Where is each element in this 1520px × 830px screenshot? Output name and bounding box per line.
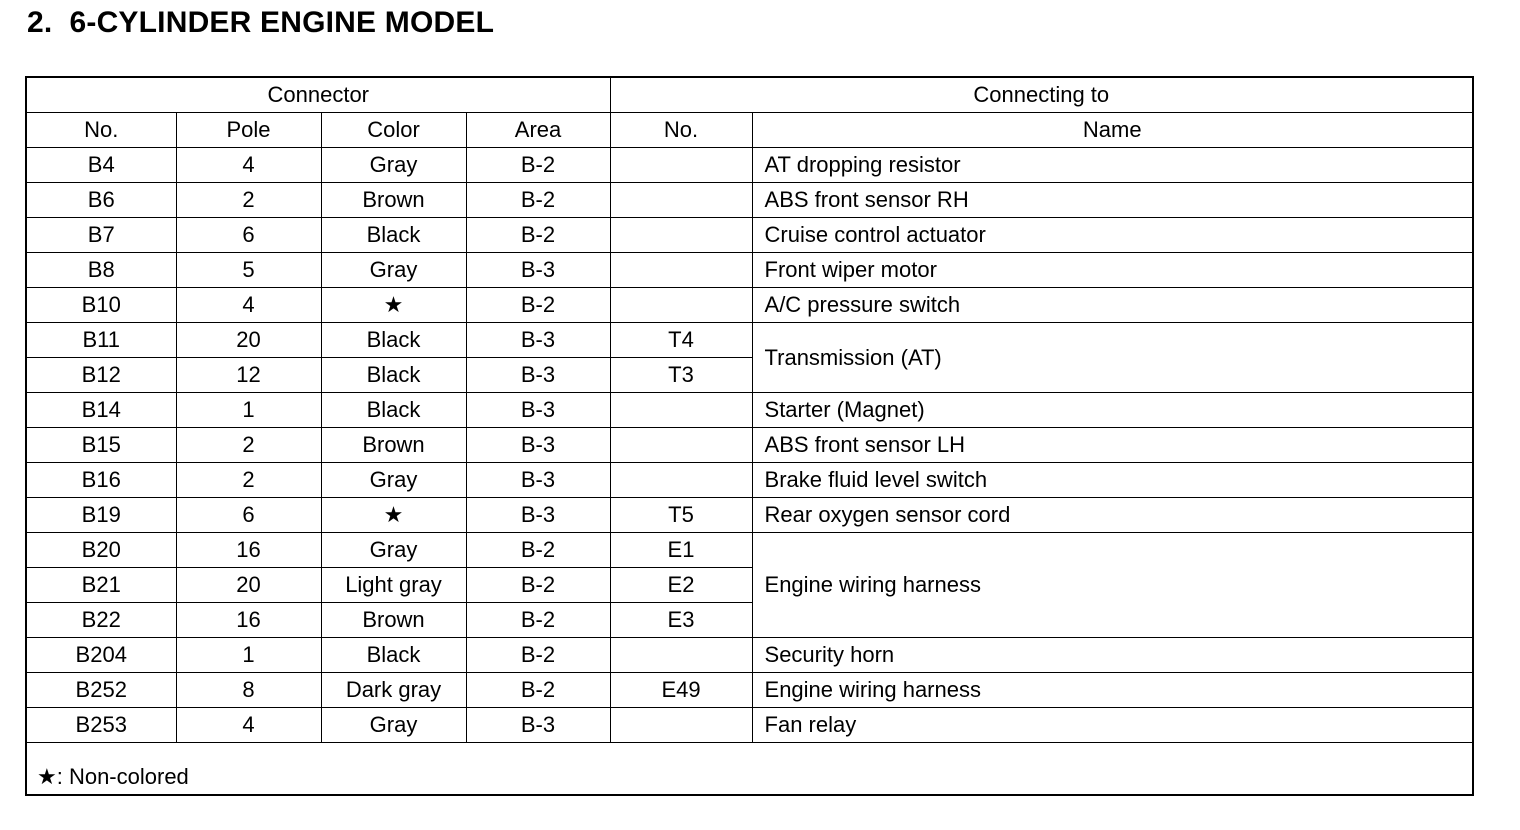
cell-no: B11: [27, 323, 176, 358]
cell-no: B16: [27, 463, 176, 498]
cell-color: Gray: [321, 533, 466, 568]
cell-to-no: E3: [610, 603, 752, 638]
connector-table: [27, 78, 1472, 743]
column-header-no: No.: [27, 113, 176, 148]
cell-no: B8: [27, 253, 176, 288]
cell-to-no: [610, 463, 752, 498]
cell-area: B-2: [466, 638, 610, 673]
cell-to-no: E2: [610, 568, 752, 603]
table-row: [27, 148, 1472, 183]
cell-color: Dark gray: [321, 673, 466, 708]
cell-color: Gray: [321, 463, 466, 498]
cell-no: B21: [27, 568, 176, 603]
cell-no: B10: [27, 288, 176, 323]
group-header-connecting-to: Connecting to: [610, 78, 1472, 113]
cell-pole: 20: [176, 568, 321, 603]
cell-color: Gray: [321, 708, 466, 743]
table-row: [27, 428, 1472, 463]
cell-no: B6: [27, 183, 176, 218]
column-header-color: Color: [321, 113, 466, 148]
table-row: [27, 288, 1472, 323]
column-header-pole: Pole: [176, 113, 321, 148]
cell-no: B204: [27, 638, 176, 673]
cell-to-no: [610, 253, 752, 288]
cell-to-no: [610, 183, 752, 218]
cell-color: Gray: [321, 253, 466, 288]
cell-no: B253: [27, 708, 176, 743]
cell-area: B-3: [466, 358, 610, 393]
cell-name: Cruise control actuator: [752, 218, 1472, 253]
cell-pole: 1: [176, 638, 321, 673]
cell-color: ★: [321, 498, 466, 533]
cell-color: Brown: [321, 183, 466, 218]
column-header-to-no: No.: [610, 113, 752, 148]
cell-color: Gray: [321, 148, 466, 183]
cell-name: Rear oxygen sensor cord: [752, 498, 1472, 533]
table-row: [27, 183, 1472, 218]
cell-to-no: E49: [610, 673, 752, 708]
cell-pole: 4: [176, 288, 321, 323]
cell-to-no: T5: [610, 498, 752, 533]
cell-name: Fan relay: [752, 708, 1472, 743]
cell-area: B-3: [466, 393, 610, 428]
table-row: [27, 393, 1472, 428]
cell-pole: 6: [176, 218, 321, 253]
cell-pole: 2: [176, 183, 321, 218]
cell-area: B-2: [466, 148, 610, 183]
cell-area: B-2: [466, 218, 610, 253]
cell-area: B-3: [466, 253, 610, 288]
cell-to-no: T3: [610, 358, 752, 393]
cell-area: B-3: [466, 498, 610, 533]
cell-color: Brown: [321, 428, 466, 463]
cell-pole: 4: [176, 708, 321, 743]
cell-area: B-2: [466, 568, 610, 603]
connector-table-frame: [25, 76, 1474, 796]
page-title: 2. 6-CYLINDER ENGINE MODEL: [27, 6, 495, 39]
cell-color: Black: [321, 323, 466, 358]
cell-name: A/C pressure switch: [752, 288, 1472, 323]
cell-pole: 8: [176, 673, 321, 708]
cell-name: Brake fluid level switch: [752, 463, 1472, 498]
cell-name: AT dropping resistor: [752, 148, 1472, 183]
cell-color: Black: [321, 393, 466, 428]
cell-area: B-2: [466, 288, 610, 323]
table-row: [27, 673, 1472, 708]
cell-color: Black: [321, 358, 466, 393]
cell-no: B15: [27, 428, 176, 463]
cell-no: B22: [27, 603, 176, 638]
cell-pole: 16: [176, 533, 321, 568]
cell-name: Security horn: [752, 638, 1472, 673]
cell-to-no: [610, 708, 752, 743]
cell-area: B-2: [466, 183, 610, 218]
cell-no: B20: [27, 533, 176, 568]
group-header-connector: Connector: [27, 78, 610, 113]
cell-color: Black: [321, 218, 466, 253]
cell-color: Light gray: [321, 568, 466, 603]
cell-area: B-3: [466, 463, 610, 498]
cell-pole: 1: [176, 393, 321, 428]
column-header-row: [27, 113, 1472, 148]
cell-name: Front wiper motor: [752, 253, 1472, 288]
cell-pole: 6: [176, 498, 321, 533]
table-row: [27, 638, 1472, 673]
cell-no: B7: [27, 218, 176, 253]
cell-area: B-3: [466, 428, 610, 463]
cell-color: Black: [321, 638, 466, 673]
cell-to-no: [610, 148, 752, 183]
cell-area: B-2: [466, 673, 610, 708]
cell-no: B12: [27, 358, 176, 393]
cell-name: ABS front sensor RH: [752, 183, 1472, 218]
cell-name: Engine wiring harness: [752, 673, 1472, 708]
cell-no: B19: [27, 498, 176, 533]
footnote: ★: Non-colored: [37, 764, 189, 789]
cell-color: ★: [321, 288, 466, 323]
table-row: [27, 533, 1472, 568]
table-row: [27, 253, 1472, 288]
cell-to-no: [610, 638, 752, 673]
cell-area: B-3: [466, 708, 610, 743]
cell-color: Brown: [321, 603, 466, 638]
cell-to-no: [610, 218, 752, 253]
group-header-row: [27, 78, 1472, 113]
cell-area: B-2: [466, 603, 610, 638]
cell-area: B-3: [466, 323, 610, 358]
cell-pole: 20: [176, 323, 321, 358]
cell-name: Starter (Magnet): [752, 393, 1472, 428]
table-row: [27, 498, 1472, 533]
cell-pole: 2: [176, 428, 321, 463]
cell-to-no: E1: [610, 533, 752, 568]
table-row: [27, 708, 1472, 743]
cell-pole: 16: [176, 603, 321, 638]
cell-to-no: [610, 288, 752, 323]
cell-pole: 4: [176, 148, 321, 183]
column-header-name: Name: [752, 113, 1472, 148]
cell-to-no: T4: [610, 323, 752, 358]
cell-area: B-2: [466, 533, 610, 568]
cell-pole: 12: [176, 358, 321, 393]
table-row: [27, 323, 1472, 358]
cell-to-no: [610, 428, 752, 463]
cell-name: Transmission (AT): [752, 323, 1472, 393]
table-row: [27, 218, 1472, 253]
cell-pole: 5: [176, 253, 321, 288]
cell-no: B14: [27, 393, 176, 428]
cell-no: B4: [27, 148, 176, 183]
cell-to-no: [610, 393, 752, 428]
cell-name: ABS front sensor LH: [752, 428, 1472, 463]
cell-name: Engine wiring harness: [752, 533, 1472, 638]
column-header-area: Area: [466, 113, 610, 148]
table-row: [27, 463, 1472, 498]
cell-no: B252: [27, 673, 176, 708]
cell-pole: 2: [176, 463, 321, 498]
